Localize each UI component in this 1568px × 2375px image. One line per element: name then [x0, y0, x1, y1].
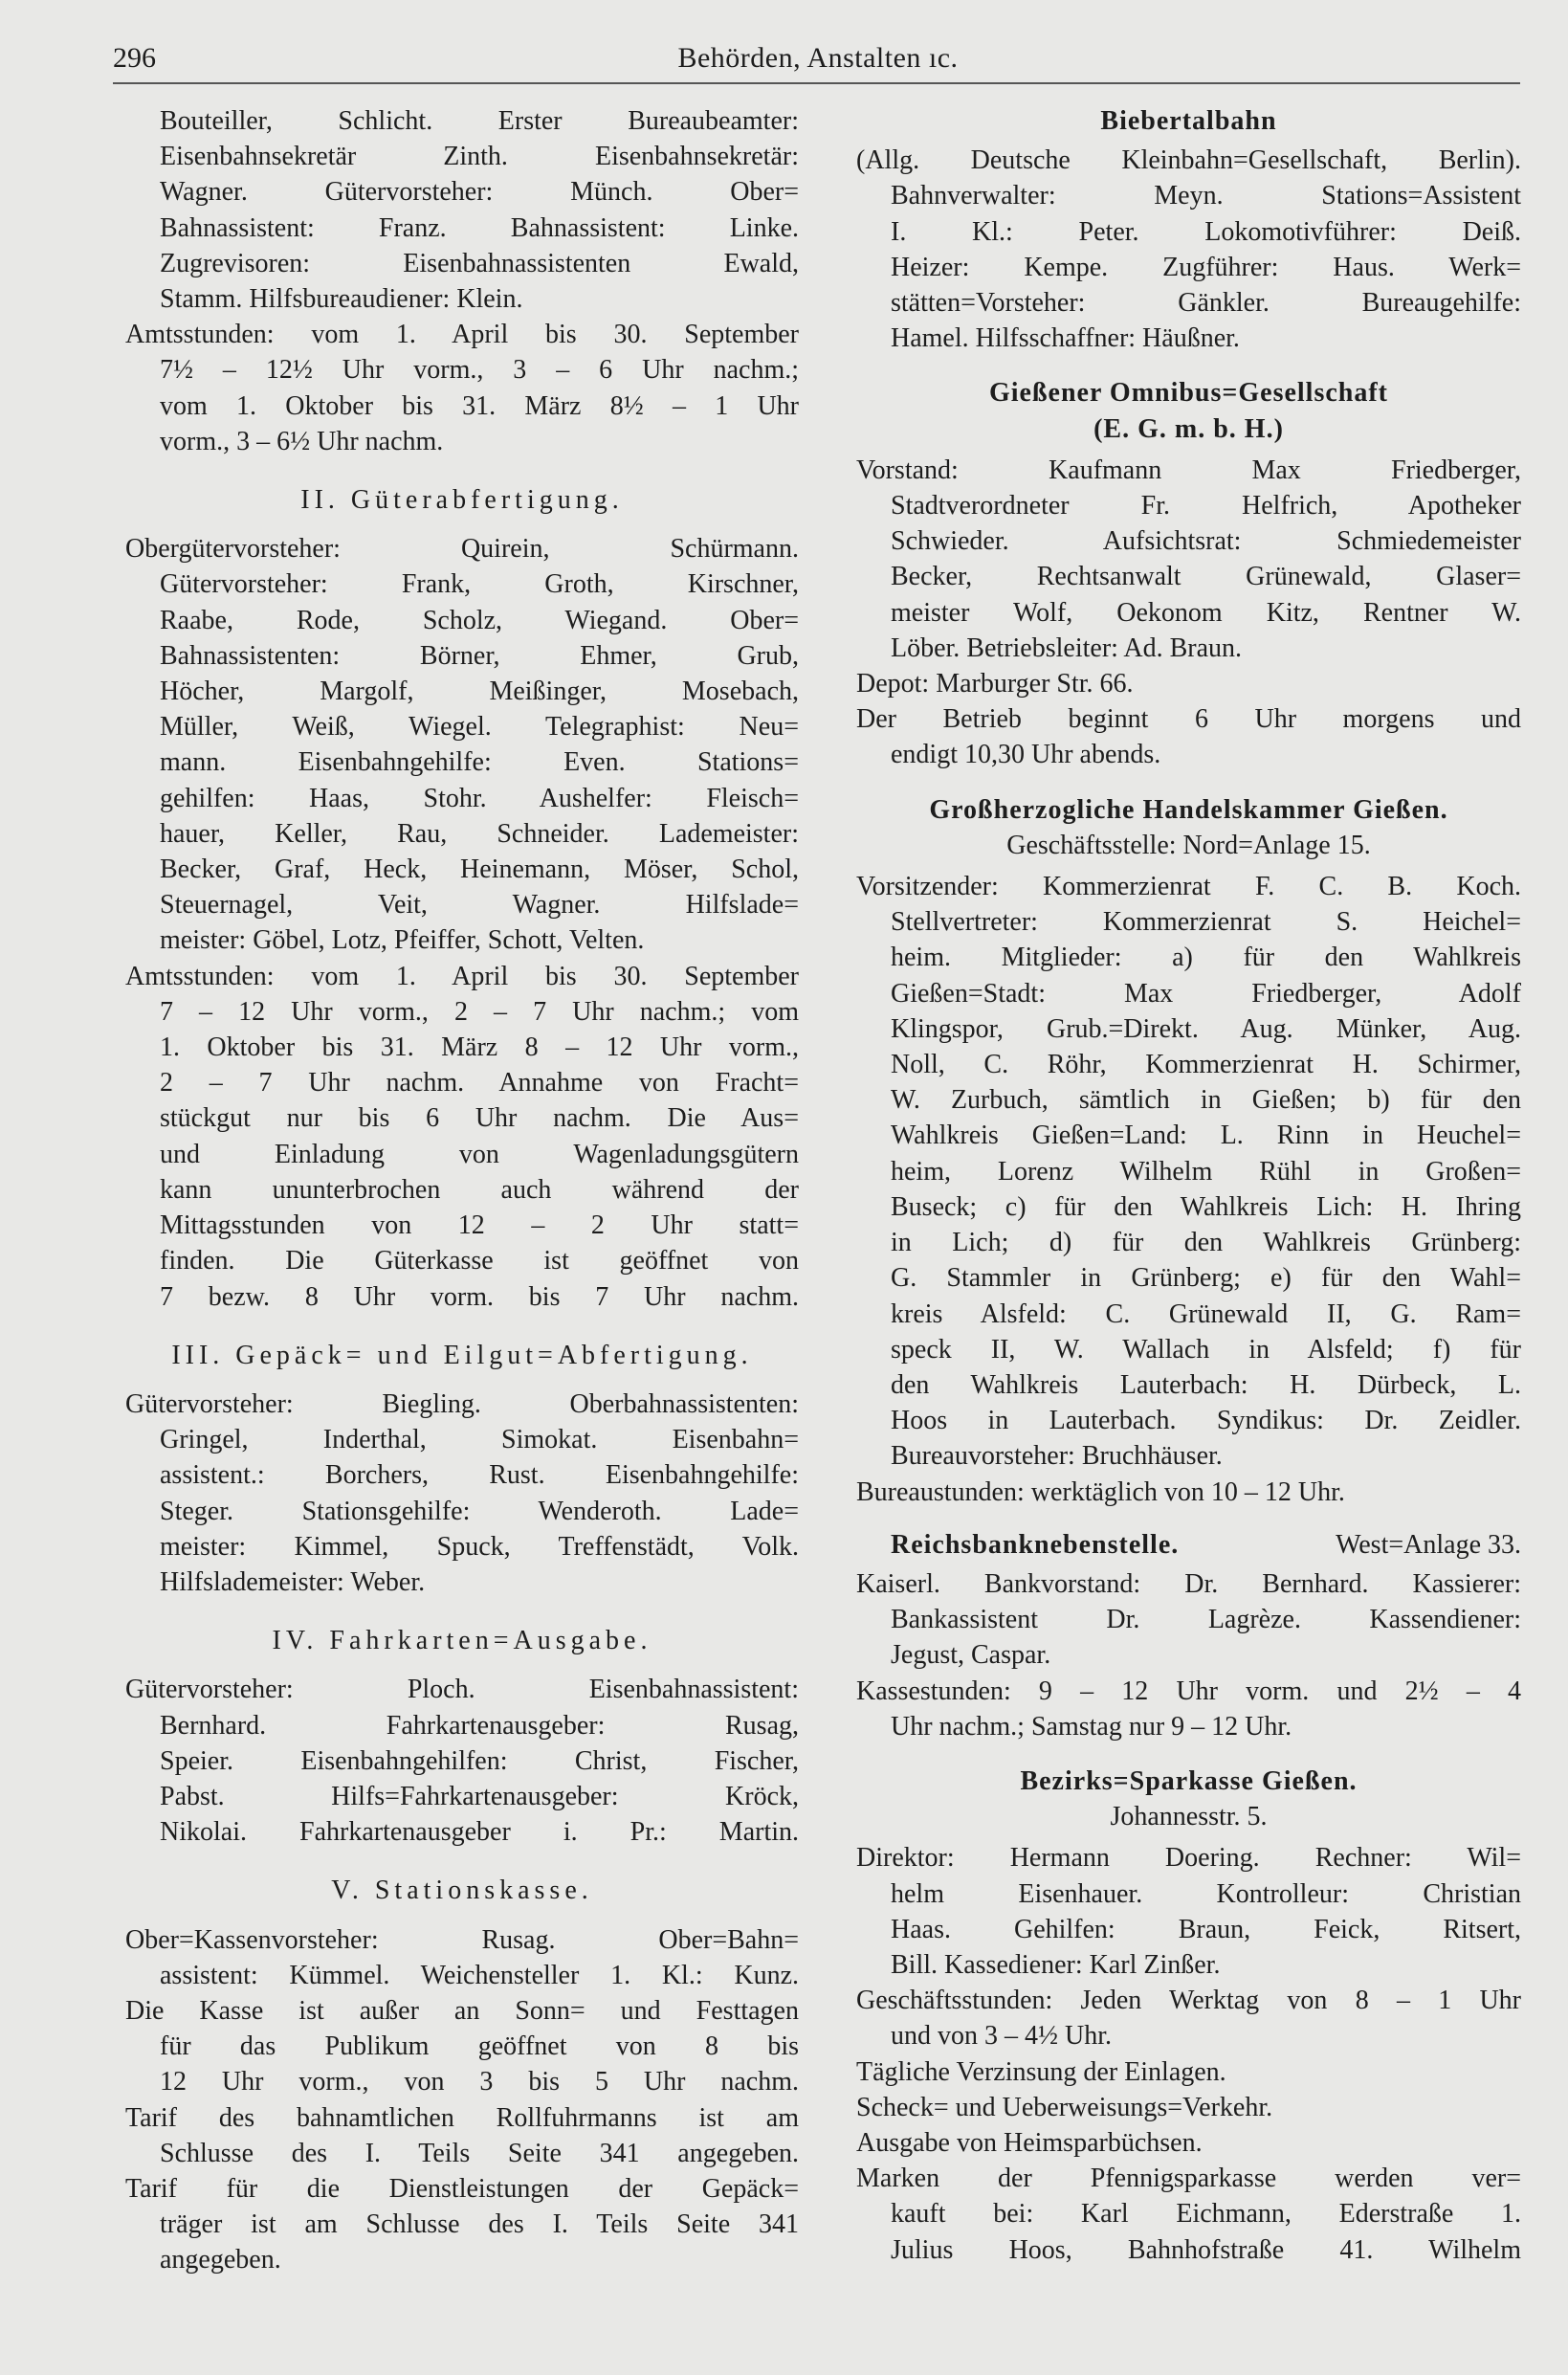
section-address: West=Anlage 33. [1336, 1529, 1521, 1560]
paragraph [856, 2161, 1521, 2268]
text-line: Stamm. Hilfsbureaudiener: Klein. [160, 284, 523, 315]
text-line: finden. Die Güterkasse ist geöffnet von [160, 1246, 799, 1276]
text-line: Gütervorsteher: Biegling. Oberbahnassistenten: [125, 1388, 799, 1419]
text-line: Stellvertreter: Kommerzienrat S. Heichel= [891, 907, 1521, 938]
text-line: Bahnassistent: Franz. Bahnassistent: Linke. [160, 212, 799, 243]
text-line: vorm., 3 – 6½ Uhr nachm. [160, 426, 444, 456]
paragraph [856, 869, 1521, 1474]
text-line: Tägliche Verzinsung der Einlagen. [856, 2056, 1226, 2087]
section-heading: Reichsbanknebenstelle. [891, 1529, 1180, 1560]
text-line: Bureaustunden: werktäglich von 10 – 12 Uhr. [856, 1476, 1345, 1507]
text-line: Depot: Marburger Str. 66. [856, 669, 1134, 699]
text-line: vom 1. Oktober bis 31. März 8½ – 1 Uhr [160, 390, 799, 421]
text-line: und von 3 – 4½ Uhr. [891, 2021, 1112, 2052]
section-heading: II. Güterabfertigung. [300, 485, 624, 516]
paragraph [856, 666, 1521, 701]
text-line: Ober=Kassenvorsteher: Rusag. Ober=Bahn= [125, 1924, 799, 1955]
text-line: G. Stammler in Grünberg; e) für den Wahl= [891, 1263, 1521, 1294]
text-line: meister Wolf, Oekonom Kitz, Rentner W. [891, 597, 1521, 628]
section-heading: Bezirks=Sparkasse Gießen. [1020, 1765, 1358, 1796]
text-line: Kassestunden: 9 – 12 Uhr vorm. und 2½ – 4 [856, 1676, 1521, 1706]
text-line: Steuernagel, Veit, Wagner. Hilfslade= [160, 890, 799, 921]
right-column [856, 103, 1521, 2268]
text-line: 12 Uhr vorm., von 3 bis 5 Uhr nachm. [160, 2067, 799, 2098]
paragraph [856, 453, 1521, 666]
text-line: Becker, Graf, Heck, Heinemann, Möser, Schol, [160, 855, 799, 885]
text-line: I. Kl.: Peter. Lokomotivführer: Deiß. [891, 216, 1521, 247]
text-line: Ausgabe von Heimsparbüchsen. [856, 2127, 1203, 2158]
paragraph [125, 2100, 799, 2171]
text-line: Bernhard. Fahrkartenausgeber: Rusag, [160, 1710, 799, 1741]
text-line: Wagner. Gütervorsteher: Münch. Ober= [160, 177, 799, 208]
text-line: Müller, Weiß, Wiegel. Telegraphist: Neu= [160, 712, 799, 743]
paragraph [125, 959, 799, 1315]
section-heading-row [856, 1527, 1521, 1563]
paragraph [125, 1387, 799, 1600]
text-line: Marken der Pfennigsparkasse werden ver= [856, 2164, 1521, 2194]
text-line: Steger. Stationsgehilfe: Wenderoth. Lade= [160, 1496, 799, 1526]
text-line: Bill. Kassediener: Karl Zinßer. [891, 1949, 1221, 1980]
text-line: Gütervorsteher: Ploch. Eisenbahnassistent: [125, 1675, 799, 1705]
text-line: Bureauvorsteher: Bruchhäuser. [891, 1441, 1223, 1472]
paragraph [856, 1840, 1521, 1983]
text-line: angegeben. [160, 2245, 281, 2275]
running-title: Behörden, Anstalten ıc. [677, 42, 959, 74]
text-line: Mittagsstunden von 12 – 2 Uhr statt= [160, 1210, 799, 1241]
text-line: Haas. Gehilfen: Braun, Feick, Ritsert, [891, 1914, 1521, 1944]
section-heading: Biebertalbahn [1100, 106, 1277, 136]
text-line: Hoos in Lauterbach. Syndikus: Dr. Zeidler. [891, 1406, 1521, 1436]
text-line: Speier. Eisenbahngehilfen: Christ, Fischer, [160, 1745, 799, 1776]
text-line: kann ununterbrochen auch während der [160, 1174, 799, 1205]
paragraph [125, 103, 799, 317]
text-line: meister: Göbel, Lotz, Pfeiffer, Schott, Velten. [160, 925, 645, 956]
text-line: assistent: Kümmel. Weichensteller 1. Kl.: Kunz. [160, 1960, 799, 1990]
text-line: Löber. Betriebsleiter: Ad. Braun. [891, 633, 1243, 663]
text-line: Schlusse des I. Teils Seite 341 angegeben. [160, 2138, 799, 2168]
text-line: Gießen=Stadt: Max Friedberger, Adolf [891, 978, 1521, 1009]
text-line: gehilfen: Haas, Stohr. Aushelfer: Fleisch= [160, 783, 799, 813]
text-line: W. Zurbuch, sämtlich in Gießen; b) für den [891, 1085, 1521, 1116]
text-line: Bahnassistenten: Börner, Ehmer, Grub, [160, 640, 799, 671]
text-line: Direktor: Hermann Doering. Rechner: Wil= [856, 1843, 1521, 1874]
text-line: mann. Eisenbahngehilfe: Even. Stations= [160, 747, 799, 778]
text-line: Höcher, Margolf, Meißinger, Mosebach, [160, 677, 799, 707]
text-line: Jegust, Caspar. [891, 1640, 1051, 1671]
text-line: (Allg. Deutsche Kleinbahn=Gesellschaft, Berlin). [856, 145, 1521, 176]
section-subheading: Johannesstr. 5. [1110, 1802, 1268, 1832]
text-line: Buseck; c) für den Wahlkreis Lich: H. Ihring [891, 1191, 1521, 1222]
text-line: Scheck= und Ueberweisungs=Verkehr. [856, 2092, 1273, 2122]
text-line: Gütervorsteher: Frank, Groth, Kirschner, [160, 569, 799, 600]
text-line: kreis Alsfeld: C. Grünewald II, G. Ram= [891, 1298, 1521, 1329]
section-heading: V. Stationskasse. [331, 1876, 593, 1906]
text-line: heim, Lorenz Wilhelm Rühl in Großen= [891, 1156, 1521, 1187]
paragraph [856, 1475, 1521, 1510]
text-line: für das Publikum geöffnet von 8 bis [160, 2031, 799, 2062]
text-line: stätten=Vorsteher: Gänkler. Bureaugehilfe: [891, 288, 1521, 319]
text-line: Geschäftsstunden: Jeden Werktag von 8 – 1 Uhr [856, 1986, 1521, 2016]
text-line: den Wahlkreis Lauterbach: H. Dürbeck, L. [891, 1369, 1521, 1400]
section-heading: IV. Fahrkarten=Ausgabe. [272, 1626, 652, 1656]
text-line: Bahnverwalter: Meyn. Stations=Assistent [891, 181, 1521, 211]
left-column [125, 103, 799, 2278]
text-line: Die Kasse ist außer an Sonn= und Festtagen [125, 1995, 799, 2026]
text-line: 7 – 12 Uhr vorm., 2 – 7 Uhr nachm.; vom [160, 996, 799, 1027]
text-line: Der Betrieb beginnt 6 Uhr morgens und [856, 704, 1521, 735]
text-line: Bankassistent Dr. Lagrèze. Kassendiener: [891, 1605, 1521, 1635]
text-line: Uhr nachm.; Samstag nur 9 – 12 Uhr. [891, 1711, 1292, 1742]
paragraph [856, 1674, 1521, 1744]
text-line: Hamel. Hilfsschaffner: Häußner. [891, 323, 1240, 354]
paragraph [856, 2054, 1521, 2090]
text-line: Tarif des bahnamtlichen Rollfuhrmanns ist am [125, 2102, 799, 2133]
text-line: 2 – 7 Uhr nachm. Annahme von Fracht= [160, 1068, 799, 1099]
text-line: Schwieder. Aufsichtsrat: Schmiedemeister [891, 526, 1521, 557]
text-line: 7½ – 12½ Uhr vorm., 3 – 6 Uhr nachm.; [160, 355, 799, 386]
text-line: heim. Mitglieder: a) für den Wahlkreis [891, 943, 1521, 973]
paragraph [125, 2171, 799, 2278]
text-line: Julius Hoos, Bahnhofstraße 41. Wilhelm [891, 2234, 1521, 2265]
text-line: Becker, Rechtsanwalt Grünewald, Glaser= [891, 562, 1521, 592]
text-line: Raabe, Rode, Scholz, Wiegand. Ober= [160, 605, 799, 635]
paragraph [856, 143, 1521, 356]
header-rule [113, 82, 1520, 84]
text-line: Obergütervorsteher: Quirein, Schürmann. [125, 534, 799, 565]
paragraph [125, 1922, 799, 1993]
text-line: 1. Oktober bis 31. März 8 – 12 Uhr vorm., [160, 1032, 799, 1063]
section-subheading: Geschäftsstelle: Nord=Anlage 15. [1006, 830, 1371, 860]
paragraph [856, 1566, 1521, 1674]
text-line: Noll, C. Röhr, Kommerzienrat H. Schirmer, [891, 1050, 1521, 1080]
paragraph [856, 1983, 1521, 2053]
text-line: Pabst. Hilfs=Fahrkartenausgeber: Kröck, [160, 1781, 799, 1811]
text-line: Amtsstunden: vom 1. April bis 30. September [125, 961, 799, 991]
text-line: Amtsstunden: vom 1. April bis 30. September [125, 320, 799, 350]
paragraph [125, 317, 799, 459]
text-line: meister: Kimmel, Spuck, Treffenstädt, Volk. [160, 1531, 799, 1562]
page-number: 296 [113, 42, 156, 74]
text-line: in Lich; d) für den Wahlkreis Grünberg: [891, 1228, 1521, 1258]
paragraph [856, 701, 1521, 772]
text-line: speck II, W. Wallach in Alsfeld; f) für [891, 1334, 1521, 1365]
text-line: Kaiserl. Bankvorstand: Dr. Bernhard. Kassierer: [856, 1568, 1521, 1599]
text-line: Heizer: Kempe. Zugführer: Haus. Werk= [891, 252, 1521, 282]
paragraph [125, 531, 799, 958]
text-line: endigt 10,30 Uhr abends. [891, 740, 1161, 770]
paragraph [856, 2090, 1521, 2125]
text-line: Wahlkreis Gießen=Land: L. Rinn in Heuchel= [891, 1121, 1521, 1151]
text-line: helm Eisenhauer. Kontrolleur: Christian [891, 1878, 1521, 1909]
text-line: stückgut nur bis 6 Uhr nachm. Die Aus= [160, 1103, 799, 1134]
text-line: Tarif für die Dienstleistungen der Gepäck= [125, 2173, 799, 2204]
text-line: träger ist am Schlusse des I. Teils Seite 341 [160, 2209, 799, 2240]
text-line: 7 bezw. 8 Uhr vorm. bis 7 Uhr nachm. [160, 1281, 799, 1312]
text-line: Hilfslademeister: Weber. [160, 1566, 426, 1597]
text-line: Klingspor, Grub.=Direkt. Aug. Münker, Aug. [891, 1013, 1521, 1044]
text-line: Zugrevisoren: Eisenbahnassistenten Ewald, [160, 248, 799, 278]
paragraph [125, 1993, 799, 2100]
text-line: Bouteiller, Schlicht. Erster Bureaubeamter: [160, 106, 799, 136]
section-heading: Großherzogliche Handelskammer Gießen. [929, 794, 1448, 825]
text-line: und Einladung von Wagenladungsgütern [160, 1139, 799, 1169]
section-heading: Gießener Omnibus=Gesellschaft [989, 378, 1388, 409]
text-line: Vorsitzender: Kommerzienrat F. C. B. Koch. [856, 872, 1521, 902]
text-line: Stadtverordneter Fr. Helfrich, Apotheker [891, 491, 1521, 522]
text-line: Vorstand: Kaufmann Max Friedberger, [856, 455, 1521, 485]
text-line: Gringel, Inderthal, Simokat. Eisenbahn= [160, 1425, 799, 1455]
text-line: assistent.: Borchers, Rust. Eisenbahngehilfe: [160, 1460, 799, 1491]
section-heading: III. Gepäck= und Eilgut=Abfertigung. [171, 1340, 753, 1370]
text-line: kauft bei: Karl Eichmann, Ederstraße 1. [891, 2199, 1521, 2230]
paragraph [856, 2125, 1521, 2161]
text-line: Nikolai. Fahrkartenausgeber i. Pr.: Martin. [160, 1817, 799, 1848]
paragraph [125, 1672, 799, 1850]
text-line: hauer, Keller, Rau, Schneider. Lademeister: [160, 818, 799, 849]
section-subheading: (E. G. m. b. H.) [1093, 413, 1284, 444]
text-line: Eisenbahnsekretär Zinth. Eisenbahnsekretär: [160, 142, 799, 172]
